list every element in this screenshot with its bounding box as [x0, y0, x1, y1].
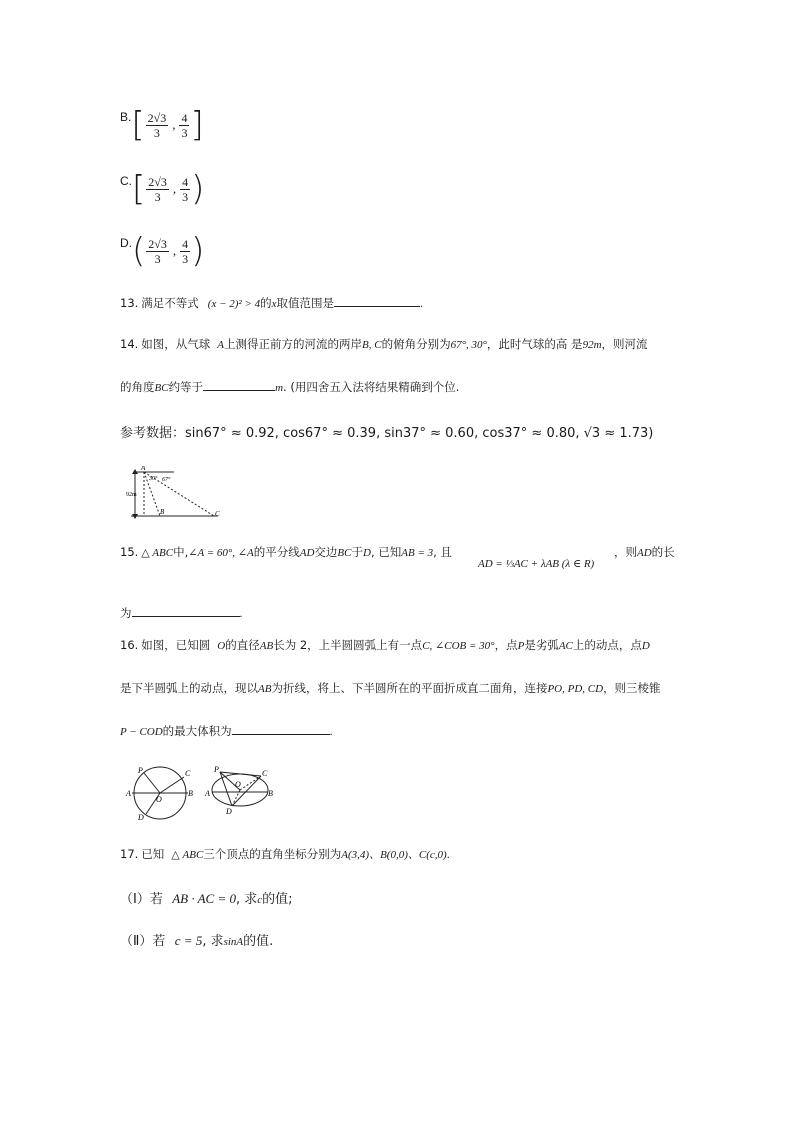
left-bracket: [ [132, 169, 146, 209]
option-b: B. [ $\frac{2√3}{3}$ , $\frac{4}{3}$ ] [120, 105, 204, 145]
svg-text:A: A [205, 789, 210, 798]
left-bracket: ( [132, 231, 146, 271]
fraction: $\frac{4}{3}$ [181, 110, 188, 140]
svg-text:D: D [138, 813, 144, 822]
question-13: 13. 满足不等式 (x − 2)² > 4的x取值范围是 . [120, 296, 424, 310]
answer-blank[interactable] [203, 378, 275, 391]
question-15-line-1-tail: ，则AD的长 [614, 545, 675, 559]
question-14-line-1: 14. 如图，从气球 A上测得正前方的河流的两岸B, C的俯角分别为67°, 30°，此时气球的高 是92m，则河流 [120, 337, 648, 351]
option-label: D. [120, 236, 132, 250]
angle-67-label: 67° [162, 477, 171, 483]
point-c-label: C [215, 510, 220, 518]
option-label: B. [120, 110, 132, 124]
question-16-line-3: P − COD的最大体积为 . [120, 724, 333, 738]
point-a-label: A [141, 466, 146, 472]
right-bracket: ] [190, 105, 204, 145]
svg-text:D: D [226, 807, 232, 816]
circle-fold-figure [124, 762, 274, 822]
answer-blank[interactable] [334, 294, 420, 307]
fraction: $\frac{2√3}{3}$ [147, 110, 167, 140]
answer-blank[interactable] [132, 604, 240, 617]
fraction: $\frac{2√3}{3}$ [148, 174, 167, 204]
svg-text:O: O [235, 780, 241, 789]
option-label: C. [120, 174, 132, 188]
question-17: 17. 已知 △ ABC三个顶点的直角坐标分别为A(3,4)、B(0,0)、C(c,0). [120, 847, 450, 861]
height-label: 92m [126, 492, 137, 498]
svg-text:A: A [126, 789, 131, 798]
svg-text:P: P [214, 765, 219, 774]
fraction: $\frac{2√3}{3}$ [148, 236, 167, 266]
option-c: C. [ $\frac{2√3}{3}$ , $\frac{4}{3}$ ) [120, 169, 205, 209]
question-15-line-2: 为 . [120, 606, 243, 620]
fraction: $\frac{4}{3}$ [182, 174, 189, 204]
reference-data: 参考数据：sin67° ≈ 0.92, cos67° ≈ 0.39, sin37° ≈ 0.60, cos37° ≈ 0.80, √3 ≈ 1.73) [120, 426, 654, 441]
right-bracket: ) [191, 169, 205, 209]
question-14-line-2: 的角度BC约等于 m. (用四舍五入法将结果精确到个位. [120, 380, 460, 394]
question-17-part-2: （Ⅱ）若 c = 5, 求sinA的值. [120, 933, 274, 949]
question-16-line-2: 是下半圆弧上的动点，现以AB为折线，将上、下半圆所在的平面折成直二面角，连接PO, PD, CD，则三棱锥 [120, 681, 661, 695]
question-17-part-1: （Ⅰ）若 AB · AC = 0, 求c的值; [120, 891, 293, 907]
svg-text:C: C [185, 769, 191, 778]
balloon-river-figure [126, 466, 226, 522]
question-16-line-1: 16. 如图，已知圆 O的直径AB长为 2，上半圆圆弧上有一点C, ∠COB = 30°，点P是劣弧AC上的动点，点D [120, 638, 650, 652]
question-15-vector-equation: AD = ⅓AC + λAB (λ ∈ R) [478, 558, 595, 570]
svg-text:B: B [268, 789, 273, 798]
angle-30-label: 30° [149, 476, 158, 482]
left-bracket: [ [131, 105, 145, 145]
right-bracket: ) [191, 231, 205, 271]
point-b-label: B [160, 508, 165, 516]
svg-text:C: C [262, 769, 268, 778]
svg-text:P: P [138, 766, 143, 775]
fraction: $\frac{4}{3}$ [182, 236, 189, 266]
option-d: D. ( $\frac{2√3}{3}$ , $\frac{4}{3}$ ) [120, 231, 205, 271]
answer-blank[interactable] [232, 722, 330, 735]
svg-text:B: B [188, 789, 193, 798]
question-15-line-1: 15. △ ABC中,∠A = 60°, ∠A的平分线AD交边BC于D, 已知AB = 3, 且 [120, 545, 452, 559]
svg-text:O: O [156, 795, 162, 804]
